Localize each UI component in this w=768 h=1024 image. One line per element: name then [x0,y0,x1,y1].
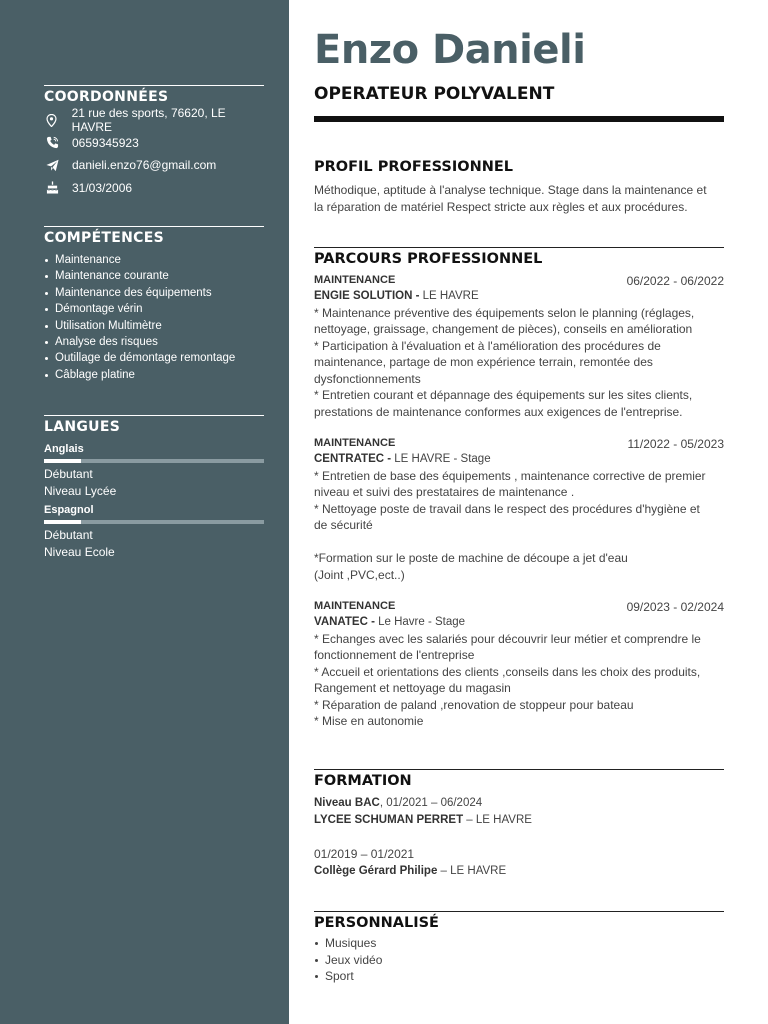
experience-item [314,600,724,730]
personnalise-title: PERSONNALISÉ [314,915,439,931]
section-divider [314,769,724,770]
list-item: Maintenance [44,252,264,268]
language-detail: Niveau Ecole [44,544,115,559]
experience-company [314,451,724,468]
formation-school-line [314,812,724,829]
school-name: Collège Gérard Philipe [314,864,438,877]
section-divider [314,911,724,912]
competences-section [44,226,264,383]
list-item: Démontage vérin [44,301,264,317]
list-item: Maintenance courante [44,268,264,284]
birthday-cake-icon [44,181,60,195]
degree-name: Niveau BAC [314,797,380,809]
list-item: Jeux vidéo [314,952,724,969]
experience-item [314,437,724,583]
company-place: Le Havre - Stage [374,616,466,628]
experience-line: Rangement et nettoyage du magasin [314,681,511,695]
profil-line: Méthodique, aptitude à l'analyse technique. Stage dans la maintenance et [314,183,707,197]
school-place: – LE HAVRE [437,864,507,877]
company-name: ENGIE SOLUTION - [314,290,420,302]
location-pin-icon [44,113,60,127]
language-name: Anglais [44,443,84,455]
email-text: danieli.enzo76@gmail.com [72,158,217,173]
experience-line: * Participation à l'évaluation et à l'amélioration des procédures de [314,338,661,353]
phone-icon [44,136,60,150]
formation-school-line [314,863,724,880]
competences-title: COMPÉTENCES [44,230,164,246]
parcours-section [314,247,724,730]
language-level-fill [44,459,81,463]
contact-phone [44,132,264,155]
formation-item [314,846,724,879]
title-divider [314,116,724,122]
profil-section [314,159,724,215]
school-place: – LE HAVRE [463,813,532,826]
experience-company [314,288,724,305]
profil-line: la réparation de matériel Respect stricte aux règles et aux procédures. [314,199,688,214]
langues-section [44,415,264,560]
company-name: VANATEC - [314,616,375,628]
main-content [289,0,768,1024]
language-item [44,504,264,560]
list-item: Maintenance des équipements [44,285,264,301]
contact-birthdate [44,177,264,200]
language-level-fill [44,520,81,524]
experience-dates: 06/2022 - 06/2022 [626,274,724,288]
coordonnees-title: COORDONNÉES [44,89,169,105]
blank-line [314,534,724,551]
experience-line: * Accueil et orientations des clients ,conseils dans les choix des produits, [314,664,701,679]
language-level-bar [44,459,264,463]
formation-dates: 01/2019 – 01/2021 [314,847,415,861]
contact-address [44,106,264,135]
experience-line: niveau et suivi des prestataires de maintenance . [314,485,575,499]
list-item: Câblage platine [44,367,264,383]
experience-line: * Réparation de paland ,renovation de stoppeur pour bateau [314,697,634,712]
company-name: CENTRATEC - [314,453,392,465]
experience-line: (Joint ,PVC,ect..) [314,567,405,582]
personnalise-section [314,911,724,985]
experience-line: * Nettoyage poste de travail dans le respect des procédures d'hygiène et [314,501,700,516]
formation-item [314,795,724,828]
send-icon [44,158,60,172]
experience-role: MAINTENANCE [314,274,396,286]
experience-line: * Entretien de base des équipements , maintenance corrective de premier [314,468,706,483]
experience-role: MAINTENANCE [314,437,396,449]
list-item: Analyse des risques [44,334,264,350]
experience-line: *Formation sur le poste de machine de découpe a jet d'eau [314,551,628,565]
experience-line: * Echanges avec les salariés pour découvrir leur métier et comprendre le [314,631,701,646]
profil-text [314,182,724,215]
list-item: Sport [314,968,724,985]
language-level: Débutant [44,528,93,542]
experience-line: fonctionnement de l'entreprise [314,648,475,662]
experience-line: * Mise en autonomie [314,714,424,728]
company-place: LE HAVRE - Stage [391,453,491,465]
hobbies-list [314,935,724,985]
language-level-bar [44,520,264,524]
formation-section [314,769,724,879]
job-title: OPERATEUR POLYVALENT [314,84,555,104]
school-name: LYCEE SCHUMAN PERRET [314,813,464,826]
language-name: Espagnol [44,504,94,516]
contact-email [44,154,264,177]
experience-dates: 09/2023 - 02/2024 [626,600,724,614]
list-item: Musiques [314,935,724,952]
experience-company [314,614,724,631]
language-level: Débutant [44,467,93,481]
coordonnees-section [44,85,264,199]
profil-title: PROFIL PROFESSIONNEL [314,159,514,175]
experience-line: maintenance, partage de mon expérience terrain, remontée des [314,355,653,369]
experience-line: de sécurité [314,518,373,532]
experience-line: dysfonctionnements [314,371,421,386]
experience-dates: 11/2022 - 05/2023 [627,437,724,451]
langues-title: LANGUES [44,419,121,435]
list-item: Utilisation Multimètre [44,318,264,334]
skills-list [44,252,264,383]
formation-degree-line [314,795,724,812]
birthdate-text: 31/03/2006 [72,180,133,195]
experience-line: nettoyage, graissage, changement de pièces), conseils en amélioration [314,322,693,336]
list-item: Outillage de démontage remontage [44,350,264,366]
candidate-name: Enzo Danieli [314,27,586,73]
section-divider [314,247,724,248]
degree-dates: , 01/2021 – 06/2024 [379,797,483,809]
parcours-title: PARCOURS PROFESSIONNEL [314,251,543,267]
language-detail: Niveau Lycée [44,483,117,498]
language-item [44,443,264,499]
phone-text: 0659345923 [72,135,139,150]
experience-line: prestations de maintenance conformes aux exigences de l'entreprise. [314,404,683,419]
address-text: 21 rue des sports, 76620, LE HAVRE [71,106,226,135]
company-place: LE HAVRE [419,290,479,302]
formation-title: FORMATION [314,773,412,789]
experience-item [314,274,724,420]
sidebar [0,0,289,1024]
experience-role: MAINTENANCE [314,600,396,612]
experience-line: * Entretien courant et dépannage des équipements sur les sites clients, [314,388,693,402]
experience-line: * Maintenance préventive des équipements selon le planning (réglages, [314,305,695,320]
